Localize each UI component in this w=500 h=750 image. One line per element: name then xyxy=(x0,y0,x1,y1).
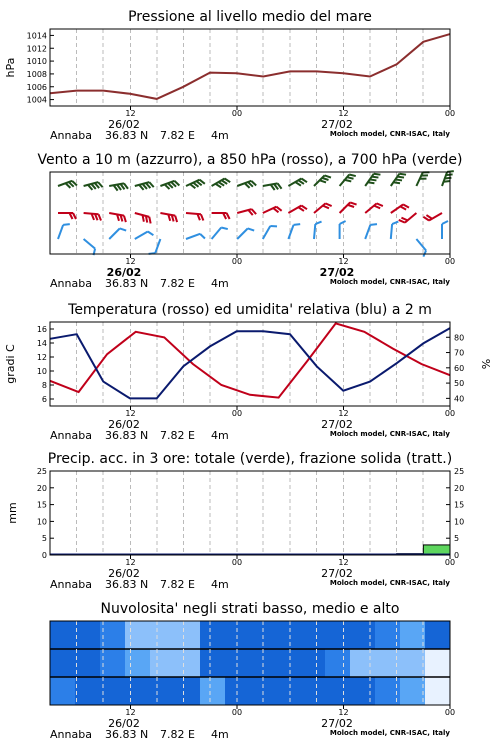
precip-ytick-label-right: 10 xyxy=(454,517,465,527)
pressure-ytick-label: 1008 xyxy=(26,69,47,79)
clouds-location-name: Annaba xyxy=(50,728,92,741)
temp-rh-title: Temperatura (rosso) ed umidita' relativa (blu) a 2 m xyxy=(68,302,432,318)
precip-credit: Moloch model, CNR-ISAC, Italy xyxy=(329,579,450,587)
temp-ytick-label: 10 xyxy=(36,367,47,376)
wind-xtick-label: 12 xyxy=(338,257,349,266)
cloud-cell-alto xyxy=(225,621,251,649)
wind-xtick-label: 12 xyxy=(125,257,136,266)
wind-xtick-label: 00 xyxy=(444,257,456,266)
temp-rh-date-label: 27/02 xyxy=(321,418,353,431)
precip-ytick-label-left: 10 xyxy=(36,517,47,527)
temp-rh-location-lon: 7.82 E xyxy=(160,429,195,442)
rh-ylabel: % xyxy=(480,358,493,370)
cloud-cell-basso xyxy=(150,677,176,705)
cloud-cell-medio xyxy=(125,649,151,677)
clouds-date-label: 27/02 xyxy=(321,717,353,730)
wind-location-elev: 4m xyxy=(211,277,229,290)
cloud-cell-alto xyxy=(150,621,176,649)
precip-location-lon: 7.82 E xyxy=(160,578,195,591)
rh-ytick-label: 80 xyxy=(454,333,465,343)
cloud-cell-alto xyxy=(200,621,226,649)
pressure-ytick-label: 1006 xyxy=(26,82,47,92)
cloud-cell-medio xyxy=(325,649,351,677)
cloud-cell-medio xyxy=(50,649,76,677)
clouds-title: Nuvolosita' negli strati basso, medio e alto xyxy=(100,601,400,617)
precip-xtick-label: 12 xyxy=(125,558,136,567)
temp-rh-location-elev: 4m xyxy=(211,429,229,442)
cloud-cell-alto xyxy=(175,621,201,649)
temp-rh-credit: Moloch model, CNR-ISAC, Italy xyxy=(329,430,450,438)
wind-title: Vento a 10 m (azzurro), a 850 hPa (rosso), a 700 hPa (verde) xyxy=(37,152,463,168)
pressure-location-lon: 7.82 E xyxy=(160,129,195,142)
pressure-location-name: Annaba xyxy=(50,129,92,142)
cloud-cell-alto xyxy=(325,621,351,649)
precip-xtick-label: 00 xyxy=(231,558,243,567)
cloud-cell-basso xyxy=(325,677,351,705)
precip-ytick-label-left: 0 xyxy=(41,551,47,560)
wind-xtick-label: 00 xyxy=(231,257,243,266)
temp-ytick-label: 12 xyxy=(36,353,47,362)
cloud-cell-medio xyxy=(300,649,326,677)
cloud-cell-alto xyxy=(75,621,101,649)
precip-ylabel: mm xyxy=(6,502,19,524)
temp-rh-xtick-label: 12 xyxy=(338,409,349,418)
precip-date-label: 26/02 xyxy=(108,567,140,580)
pressure-location-elev: 4m xyxy=(211,129,229,142)
rh-ytick-label: 50 xyxy=(454,379,465,389)
cloud-cell-alto xyxy=(425,621,451,649)
pressure-ytick-label: 1014 xyxy=(26,31,47,41)
temp-rh-xtick-label: 12 xyxy=(125,409,136,418)
temp-rh-xtick-label: 00 xyxy=(444,409,456,418)
wind-barb-staff xyxy=(391,224,392,239)
cloud-cell-basso xyxy=(400,677,426,705)
precip-ytick-label-left: 5 xyxy=(41,534,47,544)
pressure-xtick-label: 00 xyxy=(444,109,456,118)
pressure-title: Pressione al livello medio del mare xyxy=(128,9,372,25)
rh-ytick-label: 70 xyxy=(454,348,465,358)
temp-ytick-label: 6 xyxy=(41,395,47,404)
temp-ytick-label: 16 xyxy=(36,325,47,334)
cloud-cell-medio xyxy=(200,649,226,677)
cloud-cell-medio xyxy=(275,649,301,677)
precip-ytick-label-right: 20 xyxy=(454,483,465,493)
wind-location-lon: 7.82 E xyxy=(160,277,195,290)
cloud-cell-alto xyxy=(100,621,126,649)
wind-barb-staff xyxy=(314,224,315,239)
pressure-date-label: 26/02 xyxy=(108,118,140,131)
precip-ytick-label-right: 0 xyxy=(454,551,460,560)
pressure-ylabel: hPa xyxy=(4,57,17,78)
cloud-cell-medio xyxy=(350,649,376,677)
clouds-location-lat: 36.83 N xyxy=(105,728,149,741)
pressure-xtick-label: 12 xyxy=(125,109,136,118)
cloud-cell-basso xyxy=(200,677,226,705)
cloud-cell-basso xyxy=(425,677,451,705)
cloud-cell-basso xyxy=(125,677,151,705)
cloud-cell-basso xyxy=(275,677,301,705)
cloud-cell-medio xyxy=(425,649,451,677)
precip-title: Precip. acc. in 3 ore: totale (verde), frazione solida (tratt.) xyxy=(47,451,453,467)
cloud-cell-basso xyxy=(100,677,126,705)
clouds-xtick-label: 12 xyxy=(338,708,349,717)
precip-ytick-label-left: 25 xyxy=(36,467,47,476)
temp-ylabel: gradi C xyxy=(4,344,17,384)
cloud-cell-medio xyxy=(150,649,176,677)
cloud-cell-alto xyxy=(350,621,376,649)
pressure-credit: Moloch model, CNR-ISAC, Italy xyxy=(329,130,450,138)
pressure-ytick-label: 1012 xyxy=(26,44,47,54)
clouds-xtick-label: 12 xyxy=(125,708,136,717)
clouds-xtick-label: 00 xyxy=(231,708,243,717)
temp-rh-xtick-label: 00 xyxy=(231,409,243,418)
temp-ytick-label: 14 xyxy=(36,339,47,348)
precip-location-name: Annaba xyxy=(50,578,92,591)
clouds-date-label: 26/02 xyxy=(108,717,140,730)
precip-location-elev: 4m xyxy=(211,578,229,591)
cloud-cell-medio xyxy=(100,649,126,677)
cloud-cell-alto xyxy=(125,621,151,649)
precip-ytick-label-right: 5 xyxy=(454,534,460,544)
rh-ytick-label: 60 xyxy=(454,363,465,373)
pressure-xtick-label: 00 xyxy=(231,109,243,118)
clouds-location-lon: 7.82 E xyxy=(160,728,195,741)
precip-ytick-label-left: 15 xyxy=(36,500,47,510)
temp-rh-location-name: Annaba xyxy=(50,429,92,442)
cloud-cell-medio xyxy=(75,649,101,677)
cloud-cell-basso xyxy=(75,677,101,705)
wind-date-label: 27/02 xyxy=(319,266,355,279)
cloud-cell-basso xyxy=(175,677,201,705)
cloud-cell-alto xyxy=(400,621,426,649)
cloud-cell-medio xyxy=(400,649,426,677)
cloud-cell-basso xyxy=(300,677,326,705)
precip-xtick-label: 00 xyxy=(444,558,456,567)
pressure-location-lat: 36.83 N xyxy=(105,129,149,142)
wind-barb-staff xyxy=(186,213,201,214)
cloud-cell-alto xyxy=(300,621,326,649)
pressure-ytick-label: 1004 xyxy=(26,95,47,105)
precip-location-lat: 36.83 N xyxy=(105,578,149,591)
cloud-cell-medio xyxy=(175,649,201,677)
precip-ytick-label-left: 20 xyxy=(36,483,47,493)
precip-ytick-label-right: 25 xyxy=(454,467,465,476)
clouds-location-elev: 4m xyxy=(211,728,229,741)
wind-location-lat: 36.83 N xyxy=(105,277,149,290)
precip-date-label: 27/02 xyxy=(321,567,353,580)
precip-xtick-label: 12 xyxy=(338,558,349,567)
cloud-cell-basso xyxy=(350,677,376,705)
precip-bar xyxy=(423,545,450,555)
wind-date-label: 26/02 xyxy=(106,266,142,279)
clouds-xtick-label: 00 xyxy=(444,708,456,717)
clouds-credit: Moloch model, CNR-ISAC, Italy xyxy=(329,729,450,737)
temp-rh-location-lat: 36.83 N xyxy=(105,429,149,442)
pressure-ytick-label: 1010 xyxy=(26,57,47,67)
cloud-cell-medio xyxy=(225,649,251,677)
cloud-cell-alto xyxy=(275,621,301,649)
rh-ytick-label: 40 xyxy=(454,394,465,404)
precip-ytick-label-right: 15 xyxy=(454,500,465,510)
cloud-cell-alto xyxy=(50,621,76,649)
pressure-date-label: 27/02 xyxy=(321,118,353,131)
cloud-cell-basso xyxy=(225,677,251,705)
temp-ytick-label: 8 xyxy=(41,381,47,390)
wind-credit: Moloch model, CNR-ISAC, Italy xyxy=(329,278,450,286)
pressure-xtick-label: 12 xyxy=(338,109,349,118)
wind-location-name: Annaba xyxy=(50,277,92,290)
cloud-cell-basso xyxy=(50,677,76,705)
temp-rh-date-label: 26/02 xyxy=(108,418,140,431)
